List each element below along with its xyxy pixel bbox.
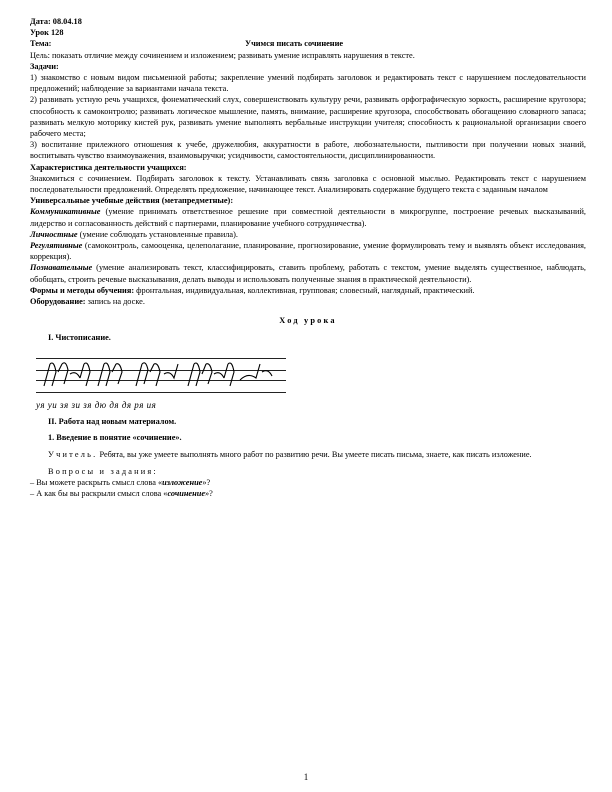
uud-label: Личностные [30,229,78,239]
question-end: »? [205,488,213,498]
date-line: Дата: 08.04.18 [30,17,82,26]
uud-label: Коммуникативные [30,207,101,217]
forms-line [30,285,586,296]
page-number: 1 [303,772,309,782]
handwriting-letters: уя уи зя зи зя дю дя дя ря ия [36,399,157,410]
uud-text: (умение принимать ответственное решение при совместной деятельности в микрогруппе, построение речевых высказываний, лидерство и согласованность действий с партнерами, планирование учебного сотрудничества). [30,207,586,228]
course-title: Ход урока [279,316,337,326]
subsection-intro: 1. Введение в понятие «сочинение». [48,433,182,443]
goal: Цель: показать отличие между сочинением и изложением; развивать умение исправлять нарушения в тексте. [30,50,415,60]
uud-text: (умение соблюдать установленные правила). [77,229,238,239]
task-3: 3) воспитание прилежного отношения к учебе, дружелюбия, аккуратности в работе, любознательности, пытливости при получении новых знаний, воспитывать чувство взаимоуважения, взаимовыручки; усидчивости, самостоятельности, дисциплинированности. [30,140,586,161]
section-new-material: II. Работа над новым материалом. [48,416,177,426]
uud-label: Познавательные [30,263,93,273]
section-handwriting: I. Чистописание. [48,333,111,343]
teacher-text: Ребята, вы уже умеете выполнять много работ по развитию речи. Вы умеете писать письма, знаете, как писать изложение. [97,450,532,460]
uud-communicative [30,206,586,228]
question-word: сочинение [167,488,206,498]
topic-title: Учимся писать сочинение [245,39,344,49]
question-1 [30,477,586,488]
uud-cognitive [30,262,586,284]
uud-personal [30,229,586,240]
task-1: 1) знакомство с новым видом письменной работы; закрепление умений подбирать заголовок и редактировать текст с нарушением последовательности предложений; наблюдение за вариантами начала текста. [30,73,586,94]
uud-regulatory [30,240,586,262]
teacher-speech [30,449,586,460]
lesson-line: Урок 128 [30,28,64,38]
handwriting-sample [36,350,286,398]
question-end: »? [202,477,211,487]
uud-text: (самоконтроль, самооценка, целеполагание, планирование, прогнозирование, умение формулировать тему и выявлять объект исследования, коррекция). [30,241,586,262]
uud-label: Регулятивные [30,241,83,251]
question-2 [30,488,586,499]
activity-text: Знакомиться с сочинением. Подбирать заголовок к тексту. Устанавливать связь заголовка с основной мыслью. Редактировать текст с нарушением последовательности предложений. Определять предложение, начинающее текст. Анализировать содержание будущего текста с заданным началом [30,173,586,195]
activity-heading: Характеристика деятельности учащихся: [30,162,187,172]
tasks-heading: Задачи: [30,61,59,71]
uud-heading: Универсальные учебные действия (метапредметные): [30,196,234,206]
cursive-strokes [36,350,286,398]
questions-heading: Вопросы и задания: [48,466,158,476]
question-text: – Вы можете раскрыть смысл слова « [30,477,163,487]
equipment-line [30,296,586,307]
task-2: 2) развивать устную речь учащихся, фонематический слух, совершенствовать культуру речи, развивать орфографическую зоркость, расширение кругозора; способность к самоконтролю; развивать логическое мышление, память, внимание, расширение кругозора, способствовать обогащению словарного запаса; развивать мелкую моторику кистей рук, развивать умение выполнять вербальные инструкции учителя; способность к рациональной организации своего рабочего места; [30,95,586,139]
equipment-label: Оборудование: [30,297,86,307]
teacher-label: Учитель. [48,450,98,460]
topic-label: Тема: [30,39,52,49]
document-page [30,16,586,499]
question-text: – А как бы вы раскрыли смысл слова « [30,488,168,498]
forms-label: Формы и методы обучения: [30,285,135,295]
topic-line [30,38,586,49]
equipment-text: запись на доске. [85,297,145,307]
forms-text: фронтальная, индивидуальная, коллективная, групповая; словесный, наглядный, практический. [134,285,475,295]
uud-text: (умение анализировать текст, классифицировать, ставить проблему, работать с текстом, умение выделять существенное, наблюдать, обобщать, строить речевые высказывания, делать выводы и использовать полученные знания в практической деятельности). [30,263,586,284]
question-word: изложение [162,477,203,487]
